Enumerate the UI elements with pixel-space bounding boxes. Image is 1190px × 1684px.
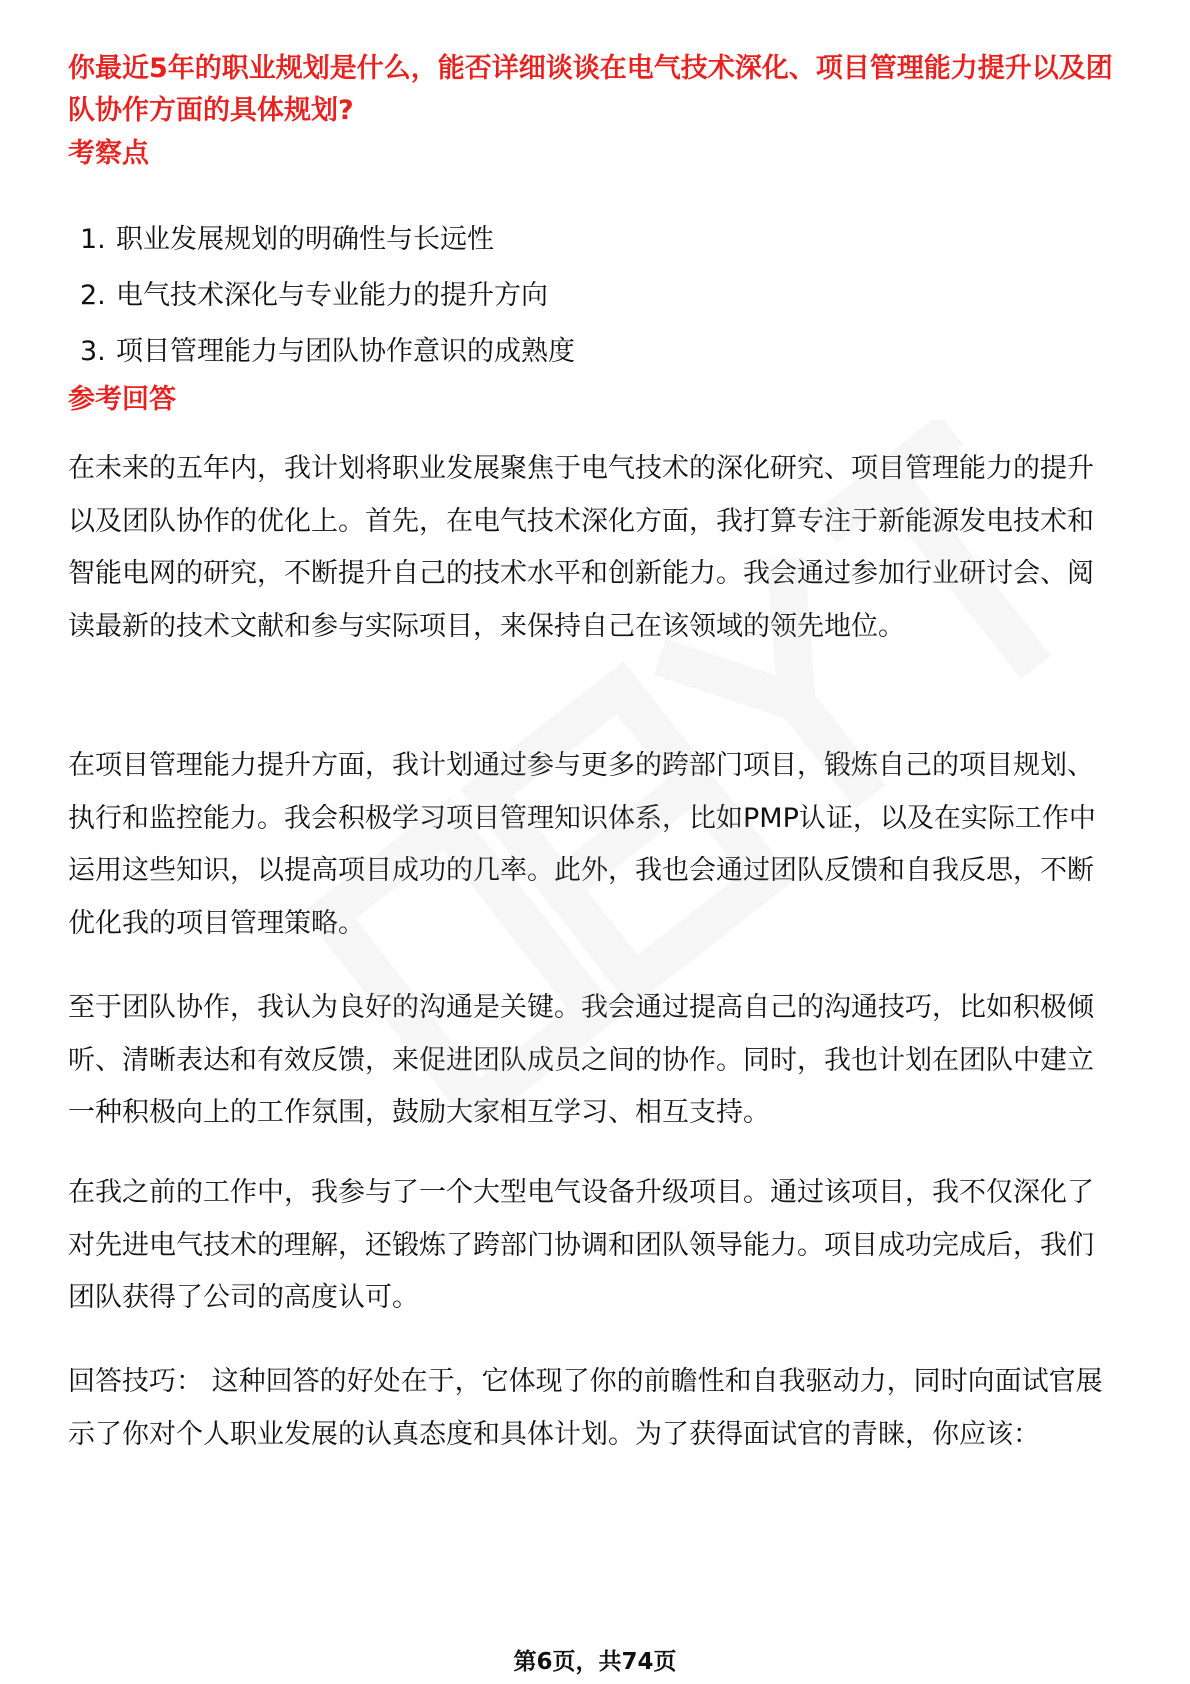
answer-section-title: 参考回答 xyxy=(68,384,176,415)
list-item-number: 2. xyxy=(80,280,106,311)
answer-paragraph: 在项目管理能力提升方面，我计划通过参与更多的跨部门项目，锻炼自己的项目规划、执行和监控能力。我会积极学习项目管理知识体系，比如PMP认证，以及在实际工作中运用这些知识，以提高项目成功的几率。此外，我也会通过团队反馈和自我反思，不断优化我的项目管理策略。 xyxy=(68,750,1096,939)
list-item-number: 3. xyxy=(80,336,106,367)
list-item xyxy=(80,268,575,324)
page-footer: 第6页，共74页 xyxy=(513,1649,677,1675)
list-item xyxy=(80,212,575,268)
answer-paragraph: 至于团队协作，我认为良好的沟通是关键。我会通过提高自己的沟通技巧，比如积极倾听、清晰表达和有效反馈，来促进团队成员之间的协作。同时，我也计划在团队中建立一种积极向上的工作氛围，鼓励大家相互学习、相互支持。 xyxy=(68,992,1094,1128)
list-item-text: 电气技术深化与专业能力的提升方向 xyxy=(116,280,548,311)
list-item xyxy=(80,324,575,380)
answer-paragraph: 在未来的五年内，我计划将职业发展聚焦于电气技术的深化研究、项目管理能力的提升以及团队协作的优化上。首先，在电气技术深化方面，我打算专注于新能源发电技术和智能电网的研究，不断提升自己的技术水平和创新能力。我会通过参加行业研讨会、阅读最新的技术文献和参与实际项目，来保持自己在该领域的领先地位。 xyxy=(68,453,1094,642)
list-item-text: 职业发展规划的明确性与长远性 xyxy=(116,224,494,255)
question-heading: 你最近5年的职业规划是什么，能否详细谈谈在电气技术深化、项目管理能力提升以及团队协作方面的具体规划? xyxy=(68,53,1113,126)
list-item-text: 项目管理能力与团队协作意识的成熟度 xyxy=(116,336,575,367)
points-list xyxy=(80,212,575,380)
answer-paragraph: 在我之前的工作中，我参与了一个大型电气设备升级项目。通过该项目，我不仅深化了对先进电气技术的理解，还锻炼了跨部门协调和团队领导能力。项目成功完成后，我们团队获得了公司的高度认可。 xyxy=(68,1177,1094,1313)
list-item-number: 1. xyxy=(80,224,106,255)
points-section-title: 考察点 xyxy=(68,138,149,169)
tip-paragraph: 回答技巧： 这种回答的好处在于，它体现了你的前瞻性和自我驱动力，同时向面试官展示了你对个人职业发展的认真态度和具体计划。为了获得面试官的青睐，你应该： xyxy=(68,1366,1103,1450)
